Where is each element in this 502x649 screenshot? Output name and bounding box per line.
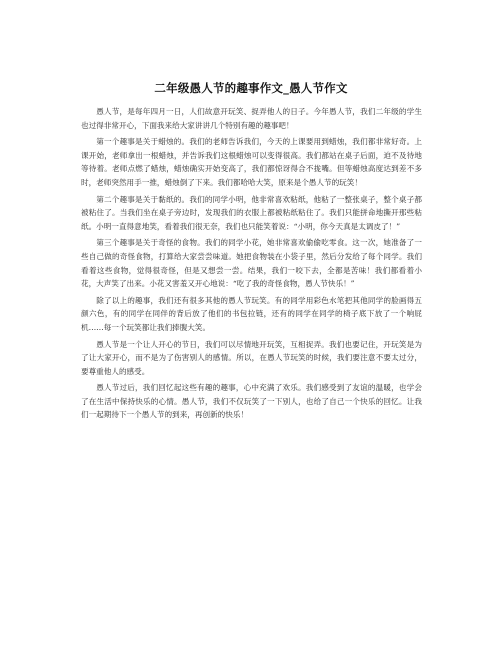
- document-title: 二年级愚人节的趣事作文_愚人节作文: [154, 81, 348, 95]
- paragraph-candle: 第一个趣事是关于蜡烛的。我们的老师告诉我们，今天的上课要用到蜡烛，我们都非常好奇。上课开始，老师拿出一根蜡烛，并告诉我们这根蜡烛可以变得很高。我们都站在桌子后面，迫不及待地等待着。老师点燃了蜡烛，蜡烛确实开始变高了，我们都惊讶得合不拢嘴。但等蜡烛高度达到差不多时，老师突然用手一推，蜡烛倒了下来。我们都哈哈大笑，原来是个愚人节的玩笑！: [81, 137, 422, 187]
- paragraph-sticky-paper: 第二个趣事是关于黏纸的。我们的同学小明，他非常喜欢粘纸，他粘了一整张桌子，整个桌子都被粘住了。当我们坐在桌子旁边时，发现我们的衣服上都被粘纸粘住了。我们只能拼命地撕开那些粘纸。小明一直得意地笑，看着我们很无奈，我们也只能笑着说：“小明，你今天真是太调皮了！”: [81, 194, 422, 231]
- document-body: [81, 105, 422, 425]
- paragraph-conclusion: 愚人节过后，我们回忆起这些有趣的趣事，心中充满了欢乐。我们感受到了友谊的温暖，也学会了在生活中保持快乐的心情。愚人节，我们不仅玩笑了一下别人，也给了自己一个快乐的回忆。让我们一起期待下一个愚人节的到来，再创新的快乐！: [81, 383, 422, 420]
- paragraph-intro: 愚人节，是每年四月一日，人们故意开玩笑、捉弄他人的日子。今年愚人节，我们二年级的学生也过得非常开心，下面我来给大家讲讲几个特别有趣的趣事吧！: [81, 107, 422, 130]
- paragraph-strange-food: 第三个趣事是关于奇怪的食物。我们的同学小花，她非常喜欢偷偷吃零食。这一次，她准备了一些自己做的奇怪食物，打算给大家尝尝味道。她把食物装在小袋子里，然后分发给了每个同学。我们看着这些食物，觉得很奇怪，但是又想尝一尝。结果，我们一咬下去，全都是苦味！我们都看着小花，大声笑了出来。小花又害羞又开心地说：“吃了我的奇怪食物，愚人节快乐！”: [81, 238, 422, 289]
- paragraph-other-jokes: 除了以上的趣事，我们还有很多其他的愚人节玩笑。有的同学用彩色水笔把其他同学的脸画得五颜六色，有的同学在同伴的背后放了他们的书包拉链，还有的同学在同学的椅子底下放了一个响屁机……每一个玩笑都让我们捧腹大笑。: [81, 295, 422, 332]
- paragraph-reflection: 愚人节是一个让人开心的节日，我们可以尽情地开玩笑，互相捉弄。我们也要记住，开玩笑是为了让大家开心，而不是为了伤害别人的感情。所以，在愚人节玩笑的时候，我们要注意不要太过分，要尊重他人的感受。: [81, 339, 422, 376]
